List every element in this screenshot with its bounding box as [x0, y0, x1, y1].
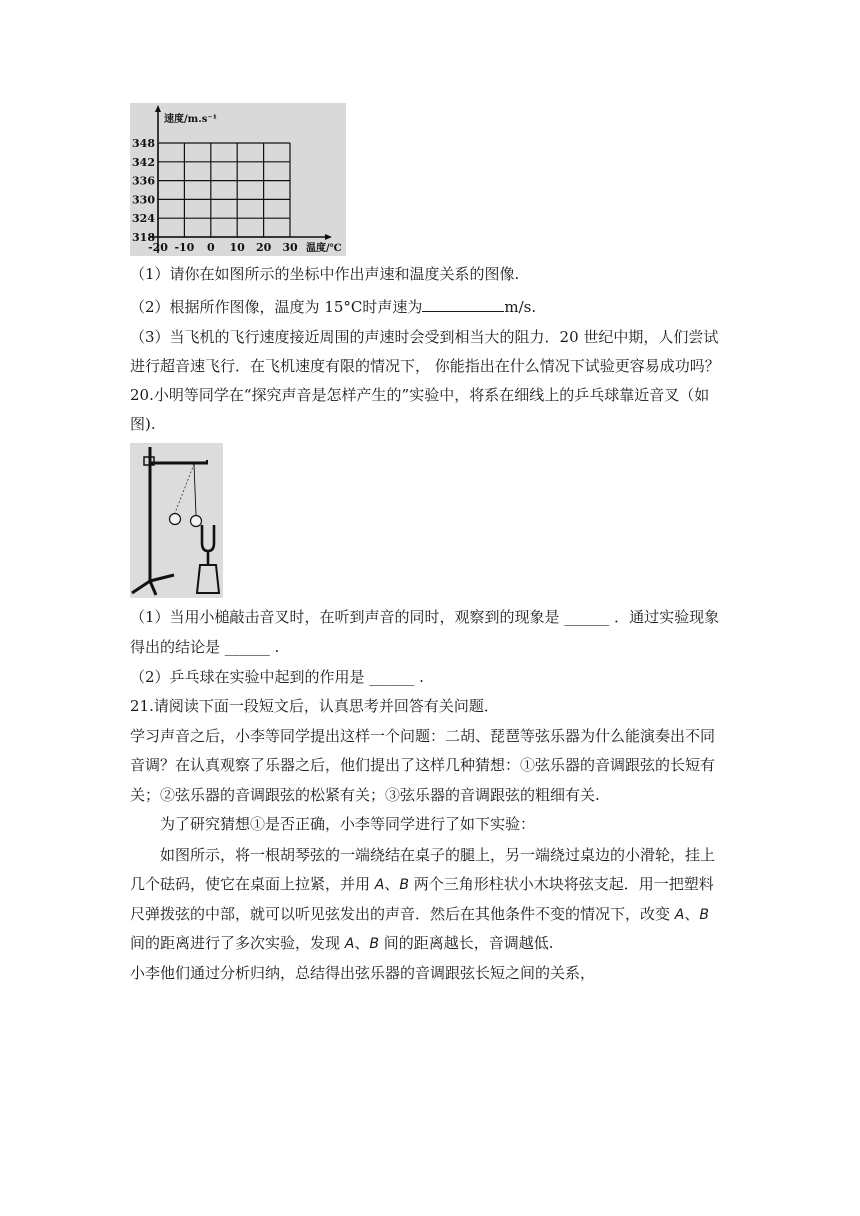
q19-part2-text: （2）根据所作图像，温度为 15°C时声速为 — [130, 298, 423, 316]
label-a: A — [674, 907, 685, 923]
q21-para3-line1: 如图所示，将一根胡琴弦的一端绕结在桌子的腿上，另一端绕过桌边的小滑轮，挂上 — [160, 846, 716, 864]
text-segment: 、 — [684, 905, 700, 923]
q21-para1-line1: 学习声音之后，小李等同学提出这样一个问题：二胡、琵琶等弦乐器为什么能演奏出不同 — [130, 727, 716, 745]
x-axis-label: 温度/℃ — [306, 243, 342, 254]
q19-part3-line1: （3）当飞机的飞行速度接近周围的声速时会受到相当大的阻力．20 世纪中期，人们尝试 — [130, 328, 719, 346]
speed-temperature-chart — [130, 103, 346, 256]
x-tick-label: 30 — [282, 241, 298, 254]
q19-part2-unit: m/s. — [504, 298, 537, 316]
label-a: A — [344, 936, 355, 952]
q20-part2: （2）乒乓球在实验中起到的作用是 ______ . — [130, 668, 424, 686]
q21-para1-line3: 关；②弦乐器的音调跟弦的松紧有关；③弦乐器的音调跟弦的粗细有关. — [130, 786, 600, 804]
y-axis-label: 速度/m.s⁻¹ — [164, 114, 218, 125]
label-b: B — [369, 936, 379, 952]
q21-para3-line3 — [130, 904, 740, 925]
x-tick-label: -10 — [174, 241, 195, 254]
label-b: B — [399, 877, 409, 893]
q21-title: 21.请阅读下面一段短文后，认真思考并回答有关问题． — [130, 697, 499, 715]
x-tick-label: 0 — [206, 241, 215, 254]
text-segment: 尺弹拨弦的中部，就可以听见弦发出的声音．然后在其他条件不变的情况下，改变 — [130, 905, 675, 923]
q20-stem-line1: 20.小明等同学在“探究声音是怎样产生的”实验中，将系在细线上的乒乓球靠近音叉（如 — [130, 386, 710, 404]
y-tick-label: 318 — [132, 231, 155, 244]
text-segment: 间的距离进行了多次实验，发现 — [130, 934, 345, 952]
q21-para4: 小李他们通过分析归纳，总结得出弦乐器的音调跟弦长短之间的关系， — [130, 964, 596, 982]
y-tick-label: 330 — [132, 193, 155, 207]
label-a: A — [374, 877, 385, 893]
text-segment: 、 — [384, 875, 400, 893]
q21-para1-line2: 音调？在认真观察了乐器之后，他们提出了这样几种猜想：①弦乐器的音调跟弦的长短有 — [130, 756, 716, 774]
q20-part1-line1: （1）当用小槌敲击音叉时，在听到声音的同时，观察到的现象是 ______ ．通过实验现象 — [130, 608, 720, 626]
x-tick-label: -20 — [148, 241, 168, 254]
x-tick-label: 20 — [255, 241, 272, 254]
y-tick-label: 336 — [132, 174, 155, 188]
chart-svg — [130, 103, 346, 256]
text-segment: 两个三角形柱状小木块将弦支起．用一把塑料 — [408, 875, 714, 893]
q19-answer-blank[interactable] — [422, 296, 504, 312]
q20-part1-line2: 得出的结论是 ______ . — [130, 638, 280, 656]
tuning-fork-figure — [130, 443, 223, 598]
text-segment: 、 — [354, 934, 370, 952]
text-segment: 几个砝码，使它在桌面上拉紧，并用 — [130, 875, 375, 893]
tuning-fork-svg — [130, 443, 223, 598]
label-b: B — [699, 907, 709, 923]
q21-para3-line4 — [130, 933, 740, 954]
q20-stem-line2: 图). — [130, 415, 156, 433]
text-segment: 间的距离越长，音调越低. — [378, 934, 554, 952]
q21-para2: 为了研究猜想①是否正确，小李等同学进行了如下实验： — [160, 815, 536, 833]
q21-para3-line2 — [130, 874, 740, 895]
q19-part1: （1）请你在如图所示的坐标中作出声速和温度关系的图像. — [130, 265, 520, 283]
x-tick-label: 10 — [229, 241, 245, 254]
y-tick-label: 342 — [132, 155, 155, 169]
y-tick-label: 324 — [132, 212, 155, 226]
q19-part3-line2: 进行超音速飞行．在飞机速度有限的情况下， 你能指出在什么情况下试验更容易成功吗？ — [130, 357, 720, 375]
q19-part2 — [130, 296, 740, 317]
y-tick-label: 348 — [132, 137, 155, 150]
